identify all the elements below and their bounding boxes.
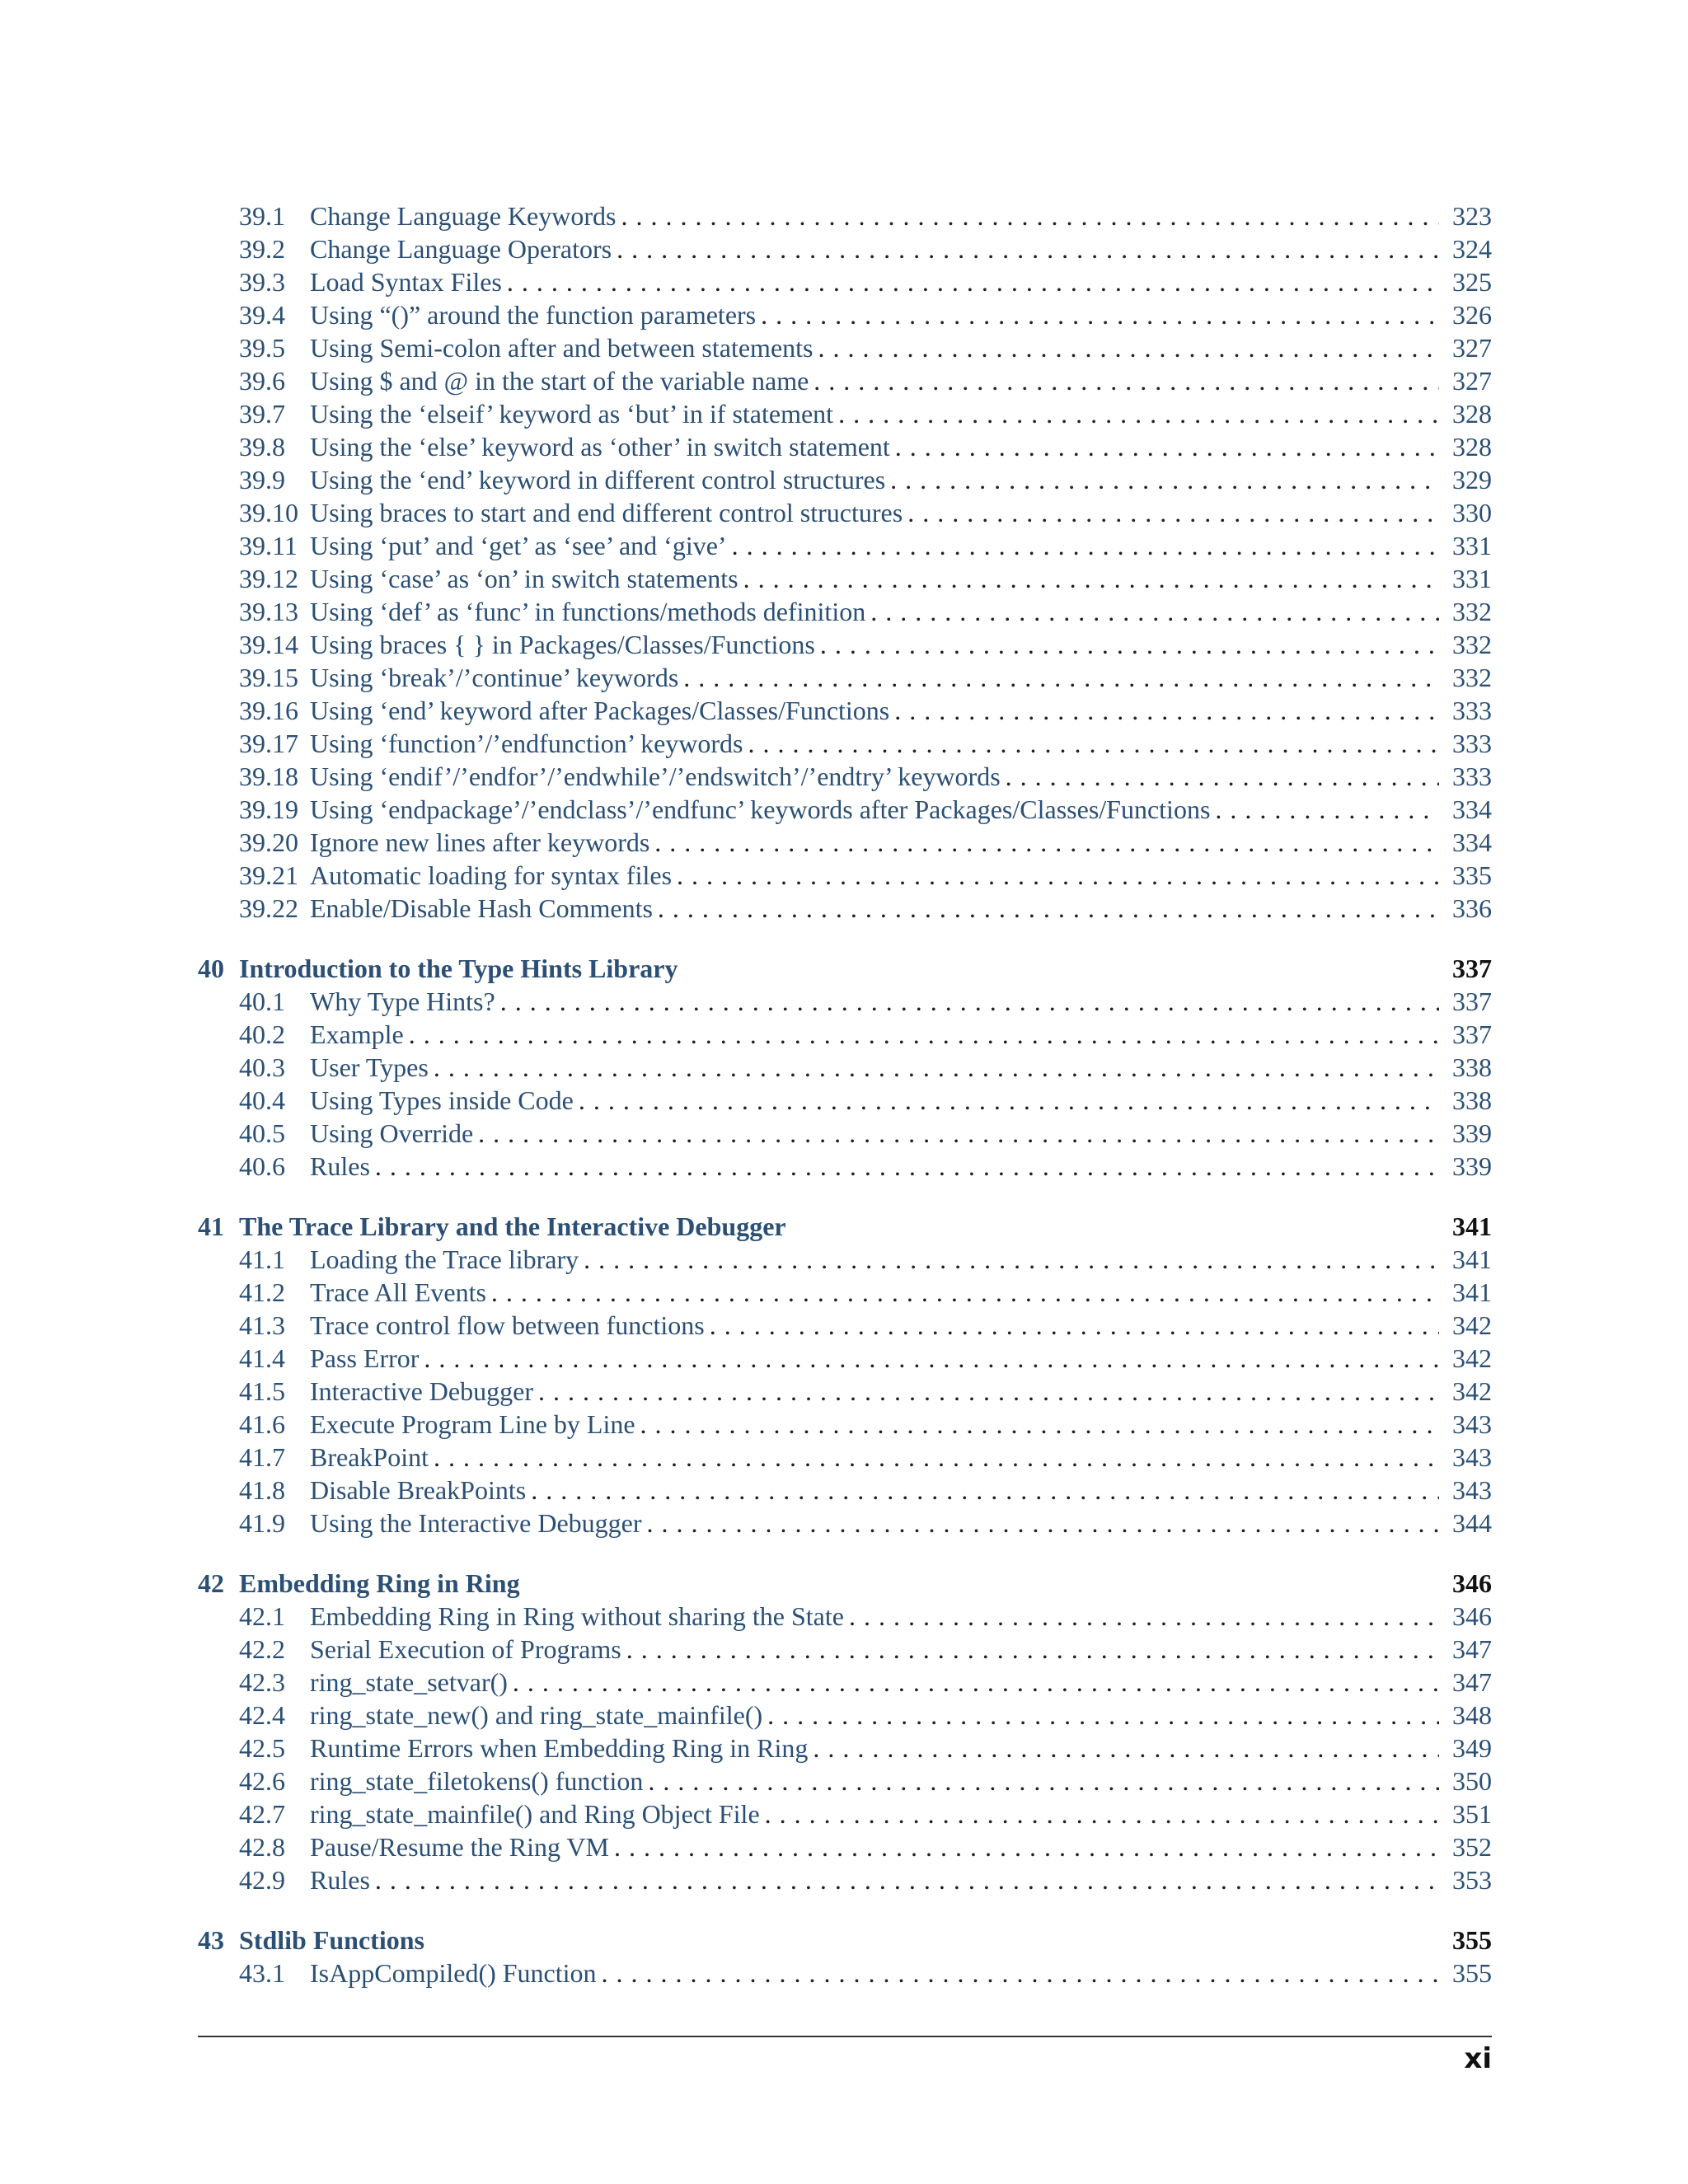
toc-entry[interactable] — [198, 232, 1492, 265]
dot-leader — [761, 298, 1439, 331]
toc-entry[interactable] — [198, 826, 1492, 859]
entry-page-number[interactable]: 333 — [1452, 729, 1492, 758]
entry-number[interactable]: 39.20 — [239, 827, 298, 857]
entry-title[interactable]: Using Override — [310, 1118, 474, 1148]
entry-page-number[interactable]: 323 — [1452, 201, 1492, 231]
entry-number[interactable]: 42.7 — [239, 1799, 285, 1829]
entry-page-number[interactable]: 338 — [1452, 1085, 1492, 1115]
chapter-section — [198, 1924, 1492, 1990]
dot-leader — [838, 397, 1439, 430]
chapter-heading[interactable] — [198, 1924, 1492, 1957]
chapter-page-number[interactable]: 355 — [1452, 1925, 1492, 1955]
entry-title[interactable]: Using the ‘end’ keyword in different control structures — [310, 465, 886, 494]
entry-page-number[interactable]: 339 — [1452, 1151, 1492, 1181]
entry-title[interactable]: Automatic loading for syntax files — [310, 860, 673, 890]
entry-page-number[interactable]: 327 — [1452, 333, 1492, 363]
entry-page-number[interactable]: 342 — [1452, 1376, 1492, 1406]
entry-title[interactable]: Loading the Trace library — [310, 1244, 579, 1274]
entry-page-number[interactable]: 324 — [1452, 234, 1492, 264]
toc-entry[interactable] — [198, 1633, 1492, 1666]
entry-title[interactable]: Using ‘function’/’endfunction’ keywords — [310, 729, 743, 758]
dot-leader — [748, 727, 1440, 760]
entry-page-number[interactable]: 326 — [1452, 300, 1492, 330]
entry-title[interactable]: Using “()” around the function parameters — [310, 300, 757, 330]
entry-page-number[interactable]: 348 — [1452, 1700, 1492, 1730]
page-number: xi — [1464, 2042, 1492, 2075]
toc-entry[interactable] — [198, 694, 1492, 727]
entry-title[interactable]: Using ‘end’ keyword after Packages/Classes/Functions — [310, 696, 890, 725]
entry-number[interactable]: 39.1 — [239, 201, 285, 231]
toc-entry[interactable] — [198, 1732, 1492, 1765]
dot-leader — [531, 1474, 1439, 1507]
entry-page-number[interactable]: 337 — [1452, 1019, 1492, 1049]
entry-page-number[interactable]: 342 — [1452, 1310, 1492, 1340]
entry-title[interactable]: Using Types inside Code — [310, 1085, 574, 1115]
entry-title[interactable]: User Types — [310, 1052, 429, 1082]
entry-number[interactable]: 42.8 — [239, 1832, 285, 1862]
entry-number[interactable]: 41.3 — [239, 1310, 285, 1340]
dot-leader — [907, 496, 1439, 529]
entry-number[interactable]: 39.11 — [239, 531, 298, 560]
entry-title[interactable]: Using the ‘elseif’ keyword as ‘but’ in if statement — [310, 399, 834, 429]
entry-number[interactable]: 39.22 — [239, 893, 298, 923]
toc-entry[interactable] — [198, 1830, 1492, 1863]
footer-divider — [198, 2036, 1492, 2037]
dot-leader — [409, 1018, 1439, 1051]
entry-number[interactable]: 42.2 — [239, 1634, 285, 1664]
dot-leader — [434, 1051, 1439, 1084]
entry-page-number[interactable]: 328 — [1452, 432, 1492, 462]
entry-number[interactable]: 41.1 — [239, 1244, 285, 1274]
entry-title[interactable]: ring_state_setvar() — [310, 1667, 508, 1697]
toc-entry[interactable] — [198, 985, 1492, 1018]
entry-number[interactable]: 42.9 — [239, 1865, 285, 1895]
entry-page-number[interactable]: 351 — [1452, 1799, 1492, 1829]
dot-leader — [743, 562, 1439, 595]
entry-page-number[interactable]: 337 — [1452, 987, 1492, 1016]
dot-leader — [654, 826, 1439, 859]
entry-number[interactable]: 39.3 — [239, 267, 285, 297]
entry-title[interactable]: Using the Interactive Debugger — [310, 1508, 642, 1538]
entry-title[interactable]: Using $ and @ in the start of the variable name — [310, 366, 809, 396]
table-of-contents — [198, 199, 1492, 1990]
entry-page-number[interactable]: 329 — [1452, 465, 1492, 494]
chapter-page-number[interactable]: 337 — [1452, 954, 1492, 983]
entry-title[interactable]: Example — [310, 1019, 404, 1049]
dot-leader — [648, 1765, 1439, 1797]
entry-title[interactable]: Interactive Debugger — [310, 1376, 533, 1406]
chapter-section — [198, 952, 1492, 1183]
entry-title[interactable]: Rules — [310, 1865, 370, 1895]
entry-title[interactable]: Why Type Hints? — [310, 987, 495, 1016]
entry-number[interactable]: 41.2 — [239, 1277, 285, 1307]
toc-entry[interactable] — [198, 298, 1492, 331]
entry-title[interactable]: Change Language Keywords — [310, 201, 617, 231]
dot-leader — [820, 628, 1439, 661]
toc-entry[interactable] — [198, 1765, 1492, 1797]
entry-number[interactable]: 41.8 — [239, 1475, 285, 1505]
chapter-number[interactable]: 42 — [198, 1568, 224, 1598]
toc-entry[interactable] — [198, 892, 1492, 925]
entry-number[interactable]: 40.6 — [239, 1151, 285, 1181]
chapter-heading[interactable] — [198, 1210, 1492, 1243]
entry-page-number[interactable]: 328 — [1452, 399, 1492, 429]
dot-leader — [849, 1600, 1439, 1633]
entry-title[interactable]: Rules — [310, 1151, 370, 1181]
toc-entry[interactable] — [198, 793, 1492, 826]
dot-leader — [621, 199, 1439, 232]
toc-entry[interactable] — [198, 1276, 1492, 1309]
entry-title[interactable]: Disable BreakPoints — [310, 1475, 527, 1505]
entry-title[interactable]: Using ‘endpackage’/’endclass’/’endfunc’ keywords after Packages/Classes/Functions — [310, 794, 1211, 824]
entry-number[interactable]: 39.17 — [239, 729, 298, 758]
toc-entry[interactable] — [198, 199, 1492, 232]
toc-entry[interactable] — [198, 1957, 1492, 1990]
toc-entry[interactable] — [198, 859, 1492, 892]
dot-leader — [683, 661, 1439, 694]
entry-number[interactable]: 39.13 — [239, 597, 298, 626]
chapter-list — [198, 952, 1492, 1990]
entry-number[interactable]: 39.2 — [239, 234, 285, 264]
dot-leader — [1006, 760, 1439, 793]
chapter-number[interactable]: 43 — [198, 1925, 224, 1955]
entry-number[interactable]: 43.1 — [239, 1958, 285, 1988]
entry-title[interactable]: Using braces { } in Packages/Classes/Functions — [310, 630, 815, 659]
chapter-title[interactable]: Embedding Ring in Ring — [239, 1568, 520, 1598]
entry-page-number[interactable]: 338 — [1452, 1052, 1492, 1082]
toc-entry[interactable] — [198, 1243, 1492, 1276]
entry-page-number[interactable]: 344 — [1452, 1508, 1492, 1538]
dot-leader — [614, 1830, 1439, 1863]
entry-page-number[interactable]: 341 — [1452, 1277, 1492, 1307]
entry-number[interactable]: 41.9 — [239, 1508, 285, 1538]
entry-number[interactable]: 42.1 — [239, 1601, 285, 1631]
toc-entry[interactable] — [198, 1408, 1492, 1441]
entry-number[interactable]: 41.5 — [239, 1376, 285, 1406]
toc-entry[interactable] — [198, 1309, 1492, 1342]
entry-page-number[interactable]: 332 — [1452, 597, 1492, 626]
entry-title[interactable]: Using ‘case’ as ‘on’ in switch statements — [310, 564, 738, 593]
dot-leader — [894, 694, 1439, 727]
chapter-page-number[interactable]: 346 — [1452, 1568, 1492, 1598]
entry-title[interactable]: IsAppCompiled() Function — [310, 1958, 597, 1988]
dot-leader — [814, 364, 1439, 397]
toc-entry[interactable] — [198, 397, 1492, 430]
entry-number[interactable]: 39.4 — [239, 300, 285, 330]
toc-entry[interactable] — [198, 463, 1492, 496]
entry-title[interactable]: Using Semi-colon after and between statements — [310, 333, 814, 363]
toc-entry[interactable] — [198, 430, 1492, 463]
entry-title[interactable]: Enable/Disable Hash Comments — [310, 893, 653, 923]
entry-number[interactable]: 40.4 — [239, 1085, 285, 1115]
entry-page-number[interactable]: 341 — [1452, 1244, 1492, 1274]
entry-page-number[interactable]: 350 — [1452, 1766, 1492, 1796]
entry-title[interactable]: ring_state_new() and ring_state_mainfile() — [310, 1700, 763, 1730]
entry-number[interactable]: 39.21 — [239, 860, 298, 890]
entry-page-number[interactable]: 335 — [1452, 860, 1492, 890]
dot-leader — [500, 985, 1439, 1018]
entry-number[interactable]: 40.1 — [239, 987, 285, 1016]
dot-leader — [602, 1957, 1439, 1990]
dot-leader — [732, 529, 1439, 562]
toc-entry[interactable] — [198, 364, 1492, 397]
dot-leader — [513, 1666, 1439, 1699]
entry-page-number[interactable]: 343 — [1452, 1475, 1492, 1505]
dot-leader — [870, 595, 1439, 628]
toc-entry[interactable] — [198, 331, 1492, 364]
dot-leader — [617, 232, 1439, 265]
entry-title[interactable]: ring_state_filetokens() function — [310, 1766, 644, 1796]
entry-page-number[interactable]: 347 — [1452, 1634, 1492, 1664]
entry-title[interactable]: Change Language Operators — [310, 234, 612, 264]
entry-title[interactable]: Runtime Errors when Embedding Ring in Ring — [310, 1733, 809, 1763]
chapter-number[interactable]: 40 — [198, 954, 224, 983]
toc-entry[interactable] — [198, 1051, 1492, 1084]
entry-number[interactable]: 39.6 — [239, 366, 285, 396]
toc-entry[interactable] — [198, 1084, 1492, 1117]
toc-entry[interactable] — [198, 1600, 1492, 1633]
entry-page-number[interactable]: 352 — [1452, 1832, 1492, 1862]
dot-leader — [895, 430, 1439, 463]
chapter-number[interactable]: 41 — [198, 1212, 224, 1241]
entry-title[interactable]: Using braces to start and end different control structures — [310, 498, 903, 527]
dot-leader — [890, 463, 1439, 496]
dot-leader — [375, 1150, 1439, 1183]
dot-leader — [647, 1507, 1439, 1540]
entry-page-number[interactable]: 336 — [1452, 893, 1492, 923]
chapter-title[interactable]: Stdlib Functions — [239, 1925, 424, 1955]
entry-page-number[interactable]: 342 — [1452, 1343, 1492, 1373]
entry-page-number[interactable]: 353 — [1452, 1865, 1492, 1895]
entry-title[interactable]: Using ‘break’/’continue’ keywords — [310, 663, 679, 692]
chapter-page-number[interactable]: 341 — [1452, 1212, 1492, 1241]
entry-page-number[interactable]: 334 — [1452, 827, 1492, 857]
entry-page-number[interactable]: 333 — [1452, 696, 1492, 725]
entry-number[interactable]: 42.5 — [239, 1733, 285, 1763]
continued-section-list — [198, 199, 1492, 925]
dot-leader — [767, 1699, 1439, 1732]
entry-page-number[interactable]: 343 — [1452, 1442, 1492, 1472]
toc-entry[interactable] — [198, 1441, 1492, 1474]
entry-number[interactable]: 42.4 — [239, 1700, 285, 1730]
entry-title[interactable]: Using the ‘else’ keyword as ‘other’ in switch statement — [310, 432, 890, 462]
toc-entry[interactable] — [198, 661, 1492, 694]
dot-leader — [478, 1117, 1439, 1150]
dot-leader — [491, 1276, 1439, 1309]
dot-leader — [1215, 793, 1439, 826]
toc-entry[interactable] — [198, 1863, 1492, 1896]
entry-title[interactable]: Execute Program Line by Line — [310, 1409, 635, 1439]
entry-number[interactable]: 39.18 — [239, 762, 298, 791]
entry-title[interactable]: Serial Execution of Programs — [310, 1634, 621, 1664]
entry-page-number[interactable]: 325 — [1452, 267, 1492, 297]
toc-entry[interactable] — [198, 760, 1492, 793]
dot-leader — [710, 1309, 1439, 1342]
toc-entry[interactable] — [198, 496, 1492, 529]
entry-number[interactable]: 42.6 — [239, 1766, 285, 1796]
toc-entry[interactable] — [198, 265, 1492, 298]
entry-page-number[interactable]: 330 — [1452, 498, 1492, 527]
entry-title[interactable]: Using ‘put’ and ‘get’ as ‘see’ and ‘give’ — [310, 531, 727, 560]
entry-page-number[interactable]: 333 — [1452, 762, 1492, 791]
toc-entry[interactable] — [198, 727, 1492, 760]
entry-title[interactable]: Pass Error — [310, 1343, 420, 1373]
entry-number[interactable]: 39.9 — [239, 465, 285, 494]
dot-leader — [584, 1243, 1439, 1276]
toc-entry[interactable] — [198, 1117, 1492, 1150]
entry-title[interactable]: BreakPoint — [310, 1442, 429, 1472]
entry-page-number[interactable]: 327 — [1452, 366, 1492, 396]
toc-entry[interactable] — [198, 562, 1492, 595]
toc-entry[interactable] — [198, 1797, 1492, 1830]
toc-entry[interactable] — [198, 1474, 1492, 1507]
dot-leader — [818, 331, 1439, 364]
entry-page-number[interactable]: 355 — [1452, 1958, 1492, 1988]
entry-number[interactable]: 39.5 — [239, 333, 285, 363]
entry-title[interactable]: Trace All Events — [310, 1277, 486, 1307]
entry-number[interactable]: 40.3 — [239, 1052, 285, 1082]
chapter-section — [198, 1210, 1492, 1540]
entry-number[interactable]: 39.16 — [239, 696, 298, 725]
toc-entry[interactable] — [198, 1375, 1492, 1408]
dot-leader — [765, 1797, 1439, 1830]
entry-page-number[interactable]: 332 — [1452, 630, 1492, 659]
entry-number[interactable]: 42.3 — [239, 1667, 285, 1697]
entry-title[interactable]: Embedding Ring in Ring without sharing the State — [310, 1601, 844, 1631]
entry-number[interactable]: 39.8 — [239, 432, 285, 462]
toc-entry[interactable] — [198, 628, 1492, 661]
chapter-section — [198, 1567, 1492, 1896]
toc-entry[interactable] — [198, 1699, 1492, 1732]
dot-leader — [424, 1342, 1439, 1375]
entry-page-number[interactable]: 331 — [1452, 531, 1492, 560]
dot-leader — [626, 1633, 1439, 1666]
entry-number[interactable]: 39.12 — [239, 564, 298, 593]
dot-leader — [677, 859, 1439, 892]
entry-page-number[interactable]: 343 — [1452, 1409, 1492, 1439]
entry-number[interactable]: 39.14 — [239, 630, 298, 659]
toc-entry[interactable] — [198, 529, 1492, 562]
toc-entry[interactable] — [198, 1666, 1492, 1699]
toc-entry[interactable] — [198, 595, 1492, 628]
chapter-heading[interactable] — [198, 1567, 1492, 1600]
dot-leader — [538, 1375, 1439, 1408]
chapter-title[interactable]: The Trace Library and the Interactive Debugger — [239, 1212, 786, 1241]
entry-number[interactable]: 40.5 — [239, 1118, 285, 1148]
entry-page-number[interactable]: 347 — [1452, 1667, 1492, 1697]
entry-title[interactable]: Trace control flow between functions — [310, 1310, 705, 1340]
chapter-heading[interactable] — [198, 952, 1492, 985]
entry-number[interactable]: 41.4 — [239, 1343, 285, 1373]
entry-page-number[interactable]: 331 — [1452, 564, 1492, 593]
entry-title[interactable]: Using ‘def’ as ‘func’ in functions/methods definition — [310, 597, 866, 626]
entry-number[interactable]: 39.10 — [239, 498, 298, 527]
toc-entry[interactable] — [198, 1018, 1492, 1051]
entry-title[interactable]: Ignore new lines after keywords — [310, 827, 650, 857]
dot-leader — [579, 1084, 1439, 1117]
dot-leader — [434, 1441, 1439, 1474]
entry-title[interactable]: ring_state_mainfile() and Ring Object File — [310, 1799, 760, 1829]
entry-page-number[interactable]: 332 — [1452, 663, 1492, 692]
entry-page-number[interactable]: 334 — [1452, 794, 1492, 824]
chapter-title[interactable]: Introduction to the Type Hints Library — [239, 954, 678, 983]
entry-number[interactable]: 40.2 — [239, 1019, 285, 1049]
dot-leader — [658, 892, 1439, 925]
dot-leader — [813, 1732, 1439, 1765]
entry-number[interactable]: 41.6 — [239, 1409, 285, 1439]
entry-title[interactable]: Load Syntax Files — [310, 267, 502, 297]
entry-number[interactable]: 39.19 — [239, 794, 298, 824]
toc-entry[interactable] — [198, 1150, 1492, 1183]
dot-leader — [640, 1408, 1439, 1441]
entry-title[interactable]: Using ‘endif’/’endfor’/’endwhile’/’endswitch’/’endtry’ keywords — [310, 762, 1001, 791]
toc-entry[interactable] — [198, 1507, 1492, 1540]
entry-title[interactable]: Pause/Resume the Ring VM — [310, 1832, 609, 1862]
entry-number[interactable]: 39.7 — [239, 399, 285, 429]
dot-leader — [375, 1863, 1439, 1896]
entry-page-number[interactable]: 349 — [1452, 1733, 1492, 1763]
toc-entry[interactable] — [198, 1342, 1492, 1375]
entry-number[interactable]: 41.7 — [239, 1442, 285, 1472]
entry-page-number[interactable]: 346 — [1452, 1601, 1492, 1631]
entry-number[interactable]: 39.15 — [239, 663, 298, 692]
entry-page-number[interactable]: 339 — [1452, 1118, 1492, 1148]
dot-leader — [507, 265, 1439, 298]
